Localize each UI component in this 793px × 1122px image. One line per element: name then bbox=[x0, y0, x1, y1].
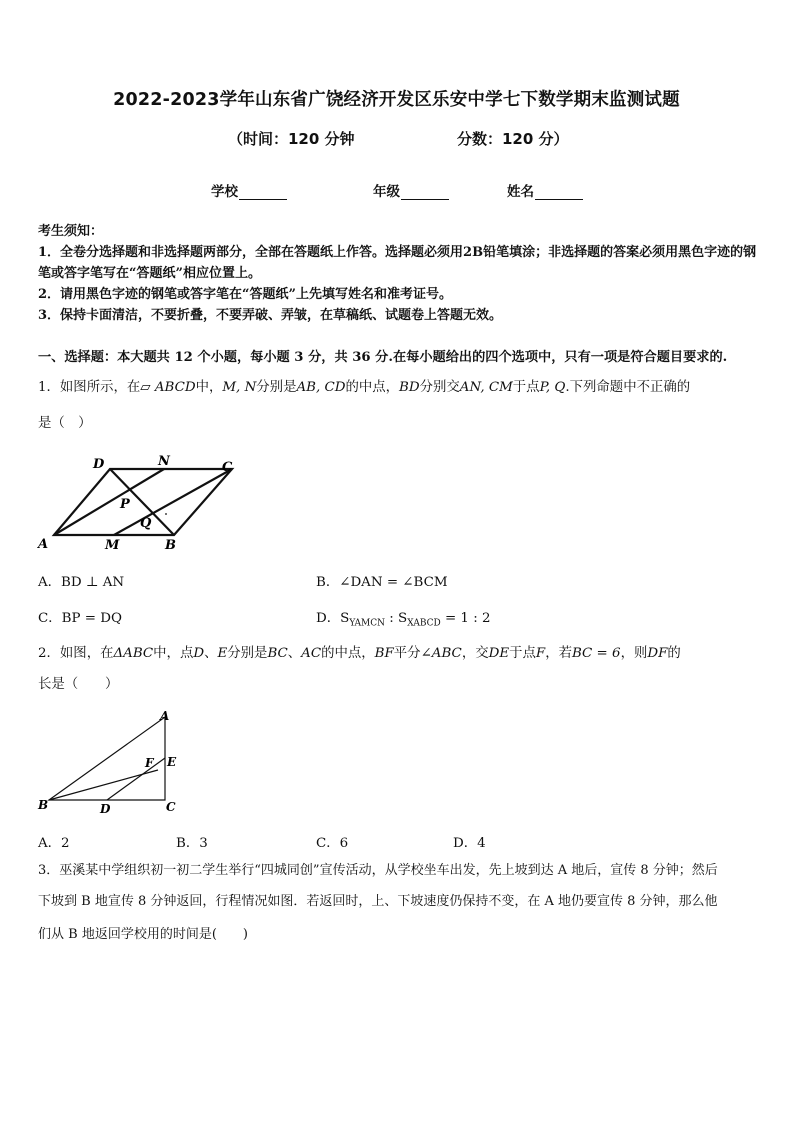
q2-option-d: D．4 bbox=[453, 836, 486, 851]
q2-line2: 长是（ ） bbox=[38, 677, 119, 692]
name-blank bbox=[535, 185, 583, 200]
q1-math: BD bbox=[399, 380, 420, 395]
q1-option-d-sub1: YAMCN bbox=[349, 618, 386, 629]
q1-option-d-suffix: = 1 : 2 bbox=[440, 611, 491, 626]
q2-math: BC = 6 bbox=[571, 646, 621, 661]
q2-text: ，交 bbox=[461, 646, 489, 661]
q2-math: AC bbox=[301, 646, 322, 661]
q1-text: 中， bbox=[195, 380, 223, 395]
label-p: P bbox=[120, 497, 130, 512]
q1-option-d-sub2: XABCD bbox=[407, 618, 441, 629]
q2-math: ΔABC bbox=[113, 646, 154, 661]
notice-item: 2．请用黑色字迹的钢笔或答字笔在“答题纸”上先填写姓名和准考证号。 bbox=[38, 287, 453, 302]
q1-text: 于点 bbox=[512, 380, 540, 395]
school-blank bbox=[239, 185, 287, 200]
q1-text: 的中点， bbox=[345, 380, 400, 395]
label-q: Q bbox=[140, 516, 152, 531]
q1-math: AB, CD bbox=[296, 380, 346, 395]
label-c: C bbox=[166, 800, 176, 814]
q3-line1: 3．巫溪某中学组织初一初二学生举行“四城同创”宣传活动，从学校坐车出发，先上坡到达 A 地后，宣传 8 分钟；然后 bbox=[38, 863, 718, 878]
q1-math: AN, CM bbox=[459, 380, 513, 395]
notice-item: 3．保持卡面清洁，不要折叠，不要弄破、弄皱，在草稿纸、试题卷上答题无效。 bbox=[38, 308, 503, 323]
q2-option-b: B．3 bbox=[176, 836, 208, 851]
label-m: M bbox=[105, 538, 120, 552]
section-heading: 一、选择题：本大题共 12 个小题，每小题 3 分，共 36 分.在每小题给出的四个选项中，只有一项是符合题目要求的. bbox=[38, 350, 728, 365]
notice-block bbox=[38, 221, 758, 326]
q1-option-d-prefix: D．S bbox=[316, 611, 350, 626]
q2-text: 中，点 bbox=[153, 646, 194, 661]
grade-blank bbox=[401, 185, 449, 200]
q2-triangle-figure bbox=[34, 705, 194, 817]
q1-math: P, Q bbox=[539, 380, 566, 395]
label-n: N bbox=[158, 454, 170, 469]
q1-option-b: B．∠DAN = ∠BCM bbox=[316, 575, 448, 590]
q2-math: ∠ABC bbox=[420, 646, 462, 661]
q3-line3: 们从 B 地返回学校用的时间是( ) bbox=[38, 927, 248, 942]
q1-text: 分别交 bbox=[419, 380, 460, 395]
q1-text: 1．如图所示，在 bbox=[38, 380, 141, 395]
q2-math: DE bbox=[488, 646, 510, 661]
label-c: C bbox=[222, 460, 233, 475]
exam-time: （时间：120 分钟 bbox=[228, 130, 355, 148]
q2-math: F bbox=[535, 646, 546, 661]
q2-option-c: C．6 bbox=[316, 836, 349, 851]
name-field bbox=[507, 180, 583, 200]
q2-math: E bbox=[217, 646, 228, 661]
q1-option-c: C．BP = DQ bbox=[38, 611, 122, 626]
question-1 bbox=[38, 374, 758, 402]
q1-parallelogram-figure bbox=[30, 452, 250, 552]
school-field bbox=[211, 180, 287, 200]
grade-field bbox=[373, 180, 449, 200]
q1-option-d-mid: : S bbox=[385, 611, 408, 626]
q1-line2: 是（ ） bbox=[38, 416, 92, 431]
q2-math: BC bbox=[267, 646, 288, 661]
label-d: D bbox=[100, 802, 111, 816]
q1-parallelogram: ▱ ABCD bbox=[140, 380, 196, 395]
q2-text: ，则 bbox=[620, 646, 648, 661]
notice-item: 1．全卷分选择题和非选择题两部分，全部在答题纸上作答。选择题必须用2B铅笔填涂；非选择题的答案必须用黑色字迹的钢笔或答字笔写在“答题纸”相应位置上。 bbox=[38, 245, 757, 281]
label-e: E bbox=[167, 755, 177, 769]
q1-option-a: A．BD ⊥ AN bbox=[38, 575, 125, 590]
label-a: A bbox=[38, 537, 49, 552]
q2-option-a: A．2 bbox=[38, 836, 70, 851]
q2-text: 于点 bbox=[509, 646, 536, 661]
q2-math: D bbox=[193, 646, 205, 661]
q3-line2: 下坡到 B 地宣传 8 分钟返回，行程情况如图．若返回时，上、下坡速度仍保持不变，在 A 地仍要宣传 8 分钟，那么他 bbox=[38, 894, 718, 909]
q2-text: 分别是 bbox=[227, 646, 268, 661]
q1-text: .下列命题中不正确的 bbox=[565, 380, 691, 395]
q1-text: 分别是 bbox=[256, 380, 297, 395]
q1-math: M, N bbox=[222, 380, 257, 395]
notice-heading: 考生须知： bbox=[38, 224, 104, 239]
q2-text: 的 bbox=[667, 646, 681, 661]
label-b: B bbox=[38, 798, 49, 812]
q2-text: 2．如图，在 bbox=[38, 646, 114, 661]
exam-score: 分数：120 分） bbox=[457, 130, 569, 148]
grade-label: 年级 bbox=[373, 184, 400, 200]
document-title: 2022-2023学年山东省广饶经济开发区乐安中学七下数学期末监测试题 bbox=[113, 90, 680, 110]
question-2 bbox=[38, 640, 758, 668]
label-a: A bbox=[160, 709, 170, 723]
school-label: 学校 bbox=[211, 184, 238, 200]
name-label: 姓名 bbox=[507, 184, 534, 200]
segment-de bbox=[107, 758, 165, 800]
q1-option-d bbox=[316, 607, 491, 629]
q2-math: BF bbox=[374, 646, 394, 661]
label-b: B bbox=[165, 538, 176, 552]
label-d: D bbox=[93, 457, 105, 472]
q2-text: 的中点， bbox=[321, 646, 375, 661]
q2-math: DF bbox=[647, 646, 668, 661]
q2-text: 、 bbox=[287, 646, 302, 661]
q2-text: ，若 bbox=[545, 646, 572, 661]
q2-text: 平分 bbox=[393, 646, 421, 661]
label-f: F bbox=[145, 756, 154, 770]
figure-dot bbox=[165, 513, 167, 515]
segment-cm bbox=[114, 469, 232, 535]
q2-text: 、 bbox=[204, 646, 218, 661]
